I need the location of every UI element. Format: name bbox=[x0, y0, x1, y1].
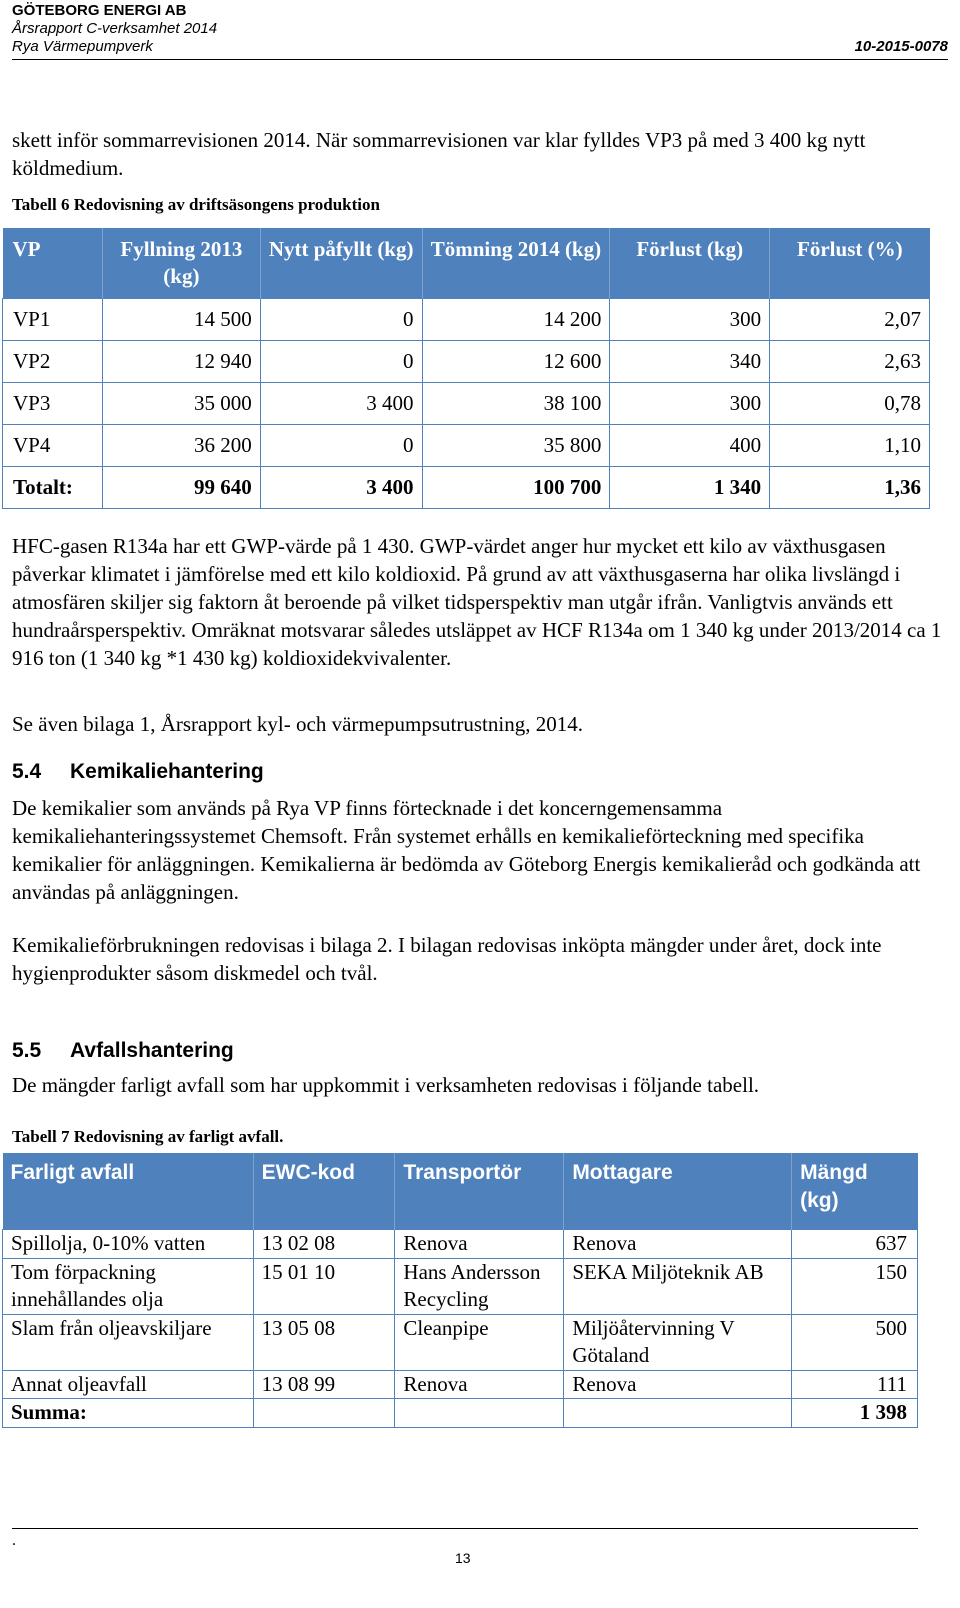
table-cell: Summa: bbox=[3, 1399, 254, 1428]
page-header bbox=[12, 2, 948, 56]
table-cell: Slam från oljeavskiljare bbox=[3, 1314, 254, 1370]
table-cell: Renova bbox=[564, 1230, 792, 1259]
facility-name: Rya Värmepumpverk bbox=[12, 38, 153, 55]
footer-dot: . bbox=[12, 1532, 16, 1549]
table-row bbox=[3, 1370, 918, 1399]
table-cell: SEKA Miljöteknik AB bbox=[564, 1258, 792, 1314]
table-cell: Totalt: bbox=[3, 467, 103, 509]
table-cell: 14 200 bbox=[422, 299, 610, 341]
table-cell: 340 bbox=[610, 341, 770, 383]
section-title: Kemikaliehantering bbox=[70, 760, 264, 783]
col-header-ewc: EWC-kod bbox=[253, 1153, 395, 1230]
waste-paragraph: De mängder farligt avfall som har uppkommit i verksamheten redovisas i följande tabell. bbox=[12, 1073, 760, 1097]
table-cell: 13 08 99 bbox=[253, 1370, 395, 1399]
section-number: 5.4 bbox=[12, 760, 42, 783]
chemicals-usage-paragraph: Kemikalieförbrukningen redovisas i bilaga 2. I bilagan redovisas inköpta mängder under året, dock inte hygienprodukter såsom diskmedel och tvål. bbox=[12, 933, 882, 985]
table-header-row bbox=[3, 228, 930, 299]
table6-caption: Tabell 6 Redovisning av driftsäsongens produktion bbox=[12, 195, 380, 214]
table-cell: 500 bbox=[792, 1314, 918, 1370]
col-header-tomning: Tömning 2014 (kg) bbox=[422, 228, 610, 299]
col-header-forlust-kg: Förlust (kg) bbox=[610, 228, 770, 299]
table-cell: 3 400 bbox=[260, 467, 422, 509]
table-cell: 2,63 bbox=[770, 341, 930, 383]
table-cell: 1,36 bbox=[770, 467, 930, 509]
table-cell: Miljöåtervinning V Götaland bbox=[564, 1314, 792, 1370]
chemicals-paragraph: De kemikalier som används på Rya VP finns förtecknade i det koncerngemensamma kemikaliehanteringssystemet Chemsoft. Från systemet erhålls en kemikalieförteckning med specifika kemikalier för anläggningen. Kemikalierna är bedömda av Göteborg Energis kemikalieråd och godkända att användas på anläggningen. bbox=[12, 796, 921, 904]
table-cell: 2,07 bbox=[770, 299, 930, 341]
table-cell: 13 02 08 bbox=[253, 1230, 395, 1259]
table-cell: 14 500 bbox=[102, 299, 260, 341]
col-header-nytt: Nytt påfyllt (kg) bbox=[260, 228, 422, 299]
table-row bbox=[3, 1314, 918, 1370]
report-title: Årsrapport C-verksamhet 2014 bbox=[12, 20, 218, 37]
table-cell: 637 bbox=[792, 1230, 918, 1259]
table-cell: Renova bbox=[395, 1370, 564, 1399]
table-cell: 111 bbox=[792, 1370, 918, 1399]
table-row bbox=[3, 341, 930, 383]
table-cell: VP1 bbox=[3, 299, 103, 341]
table-cell: 3 400 bbox=[260, 383, 422, 425]
document-number: 10-2015-0078 bbox=[854, 38, 948, 55]
table-cell: 0 bbox=[260, 425, 422, 467]
hazardous-waste-table bbox=[2, 1153, 918, 1428]
table-cell: 300 bbox=[610, 383, 770, 425]
table-row bbox=[3, 425, 930, 467]
table-cell bbox=[395, 1399, 564, 1428]
table-total-row bbox=[3, 467, 930, 509]
table-cell bbox=[253, 1399, 395, 1428]
table-cell: Renova bbox=[564, 1370, 792, 1399]
table-cell: 35 000 bbox=[102, 383, 260, 425]
table-row bbox=[3, 1230, 918, 1259]
col-header-amount: Mängd (kg) bbox=[792, 1153, 918, 1230]
table-cell: 0 bbox=[260, 299, 422, 341]
table-cell: Spillolja, 0-10% vatten bbox=[3, 1230, 254, 1259]
section-heading-5-4 bbox=[12, 760, 264, 784]
col-header-fyllning: Fyllning 2013 (kg) bbox=[102, 228, 260, 299]
table-cell: 12 940 bbox=[102, 341, 260, 383]
gwp-paragraph: HFC-gasen R134a har ett GWP-värde på 1 430. GWP-värdet anger hur mycket ett kilo av växthusgasen påverkar klimatet i jämförelse med ett kilo koldioxid. På grund av att växthusgaserna har olika livslängd i atmosfären skiljer sig faktorn åt beroende på vilket tidsperspektiv man utgår ifrån. Vanligtvis används ett hundraårsperspektiv. Omräknat motsvarar således utsläppet av HCF R134a om 1 340 kg under 2013/2014 ca 1 916 ton (1 340 kg *1 430 kg) koldioxidekvivalenter. bbox=[12, 534, 942, 670]
page-number: 13 bbox=[455, 1550, 471, 1566]
see-also-paragraph: Se även bilaga 1, Årsrapport kyl- och värmepumpsutrustning, 2014. bbox=[12, 712, 583, 736]
table-cell: 100 700 bbox=[422, 467, 610, 509]
table-cell: Tom förpackning innehållandes olja bbox=[3, 1258, 254, 1314]
section-heading-5-5 bbox=[12, 1039, 234, 1063]
table-cell: Cleanpipe bbox=[395, 1314, 564, 1370]
table-cell: 1 340 bbox=[610, 467, 770, 509]
table-cell bbox=[564, 1399, 792, 1428]
table-cell: VP3 bbox=[3, 383, 103, 425]
section-number: 5.5 bbox=[12, 1039, 42, 1062]
table-cell: VP4 bbox=[3, 425, 103, 467]
col-header-vp: VP bbox=[3, 228, 103, 299]
company-name: GÖTEBORG ENERGI AB bbox=[12, 2, 187, 19]
table-cell: VP2 bbox=[3, 341, 103, 383]
section-title: Avfallshantering bbox=[70, 1039, 234, 1062]
table7-caption: Tabell 7 Redovisning av farligt avfall. bbox=[12, 1127, 284, 1146]
intro-paragraph: skett inför sommarrevisionen 2014. När sommarrevisionen var klar fylldes VP3 på med 3 400 kg nytt köldmedium. bbox=[12, 128, 866, 180]
table-cell: 300 bbox=[610, 299, 770, 341]
col-header-forlust-pct: Förlust (%) bbox=[770, 228, 930, 299]
table-cell: Hans Andersson Recycling bbox=[395, 1258, 564, 1314]
footer-divider bbox=[12, 1528, 918, 1529]
table-cell: 1,10 bbox=[770, 425, 930, 467]
table-cell: 38 100 bbox=[422, 383, 610, 425]
table-total-row bbox=[3, 1399, 918, 1428]
table-header-row bbox=[3, 1153, 918, 1230]
col-header-waste: Farligt avfall bbox=[3, 1153, 254, 1230]
table-cell: 12 600 bbox=[422, 341, 610, 383]
production-table bbox=[2, 228, 930, 509]
table-cell: 13 05 08 bbox=[253, 1314, 395, 1370]
table-cell: 36 200 bbox=[102, 425, 260, 467]
header-divider bbox=[12, 59, 948, 60]
table-row bbox=[3, 1258, 918, 1314]
table-cell: 99 640 bbox=[102, 467, 260, 509]
header-row-facility bbox=[12, 38, 948, 56]
col-header-transporter: Transportör bbox=[395, 1153, 564, 1230]
table-row bbox=[3, 383, 930, 425]
table-cell: 150 bbox=[792, 1258, 918, 1314]
table-cell: 0 bbox=[260, 341, 422, 383]
table-cell: Renova bbox=[395, 1230, 564, 1259]
table-row bbox=[3, 299, 930, 341]
table-cell: 1 398 bbox=[792, 1399, 918, 1428]
table-cell: 35 800 bbox=[422, 425, 610, 467]
col-header-receiver: Mottagare bbox=[564, 1153, 792, 1230]
table-cell: 15 01 10 bbox=[253, 1258, 395, 1314]
table-cell: 400 bbox=[610, 425, 770, 467]
table-cell: 0,78 bbox=[770, 383, 930, 425]
table-cell: Annat oljeavfall bbox=[3, 1370, 254, 1399]
